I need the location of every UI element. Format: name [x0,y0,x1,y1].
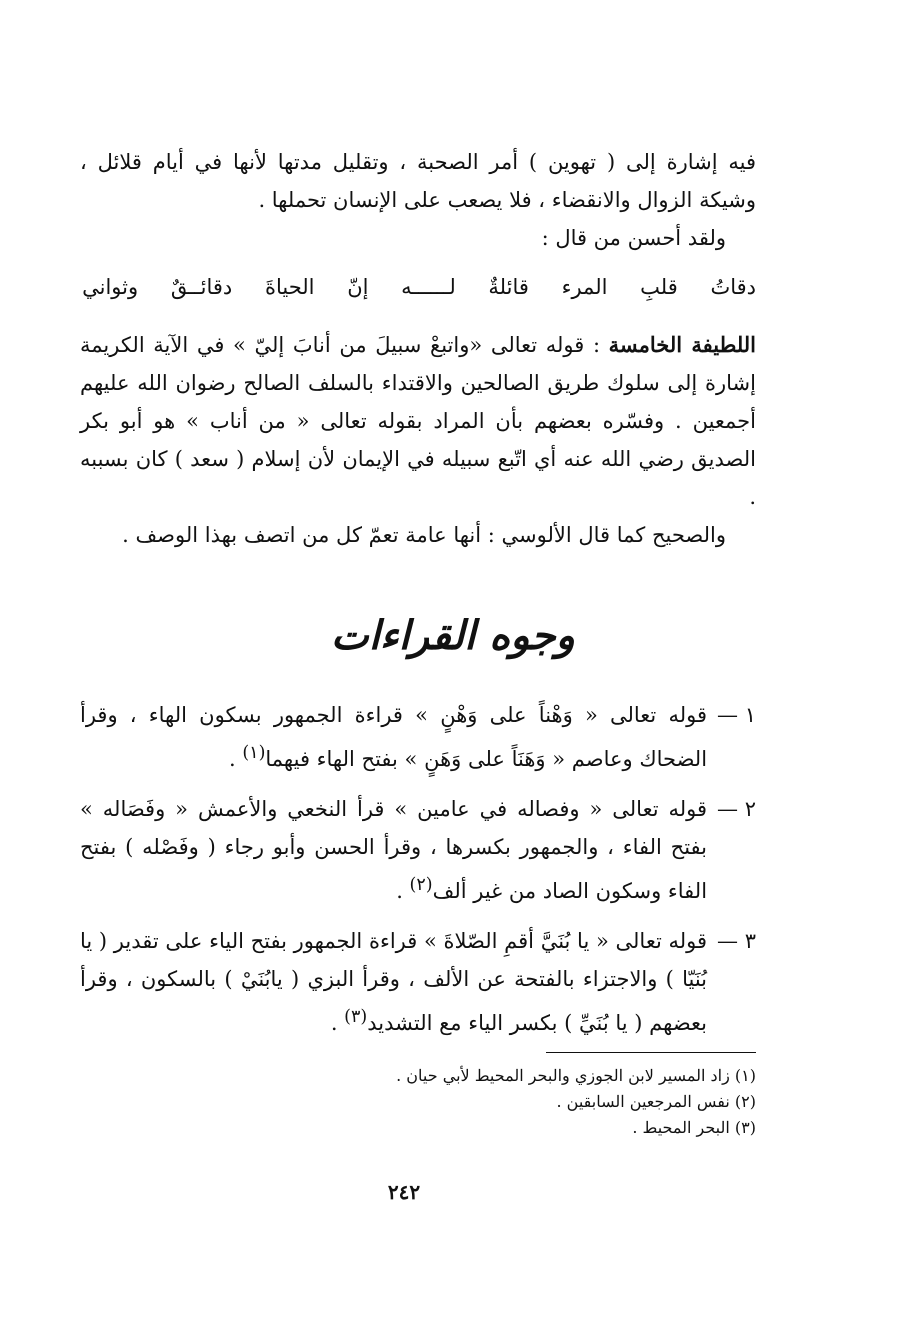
list-item-end: . [228,747,243,771]
paragraph-2 [80,326,756,516]
paragraph-2-text: : قوله تعالى «واتبعْ سبيلَ من أنابَ إليّ » في الآية الكريمة إشارة إلى سلوك طريق الصالحين والاقتداء بالسلف الصالح رضوان الله عليهم أجمعين . وفسّره بعضهم بأن المراد بقوله تعالى « من أناب » هو أبو بكر الصديق رضي الله عنه أي اتّبع سبيله في الإيمان لأن إسلام ( سعد ) كان بسببه . [80,333,756,509]
list-item-end: . [396,879,410,903]
list-item [80,696,756,778]
list-item-number: ٣ — [717,929,756,953]
list-item-text [80,922,707,1042]
footnote: (١) زاد المسير لابن الجوزي والبحر المحيط لأبي حيان . [396,1066,756,1085]
footnote-ref: (٢) [409,875,433,895]
opening-text [80,143,756,257]
footnote: (٣) البحر المحيط . [632,1118,756,1137]
verse-word: دقائــقٌ [170,275,233,299]
verse-word: وثواني [82,275,139,299]
paragraph-2-label: اللطيفة الخامسة [608,332,757,357]
section-title: وجوه القراءات [331,612,575,659]
page-number: ٢٤٢ [387,1180,421,1204]
paragraph-1: فيه إشارة إلى ( تهوين ) أمر الصحبة ، وتقليل مدتها لأنها في أيام قلائل ، وشيكة الزوال والانقضاء ، فلا يصعب على الإنسان تحملها . [80,150,756,212]
qiraat-list [80,696,756,1054]
footnotes [300,1063,756,1141]
verse-word: الحياةَ [264,275,315,299]
intro-line: ولقد أحسن من قال : [541,226,726,250]
list-item [80,790,756,910]
verse-word: لــــــه [401,275,456,299]
footnote-divider [546,1052,756,1053]
list-item-end: . [330,1011,345,1035]
verse-word: المرء [561,275,608,299]
list-item-number: ٢ — [717,797,756,821]
poetry-verse [82,275,756,299]
verse-word: إنّ [347,275,369,299]
footnote: (٢) نفس المرجعين السابقين . [556,1092,756,1111]
list-item-text [80,790,707,910]
list-item-number: ١ — [717,703,756,727]
list-item-body: قوله تعالى « وفصاله في عامين » قرأ النخعي والأعمش « وفَصَاله » بفتح الفاء ، والجمهور بكسرها ، وقرأ الحسن وأبو رجاء ( وفَصْله ) بفتح الفاء وسكون الصاد من غير ألف [80,797,708,903]
list-item-body: قوله تعالى « يا بُنَيَّ أقمِ الصّلاةَ » قراءة الجمهور بفتح الياء على تقدير ( يا بُنَيّا ) والاجتزاء بالفتحة عن الألف ، وقرأ البزي ( يابُنَيْ ) بالسكون ، وقرأ بعضهم ( يا بُنَيِّ ) بكسر الياء مع التشديد [80,929,708,1035]
list-item-text [80,696,707,778]
verse-word: دقاتُ [710,275,756,299]
footnote-ref: (٣) [344,1007,368,1027]
footnote-ref: (١) [242,743,266,763]
paragraph-3: والصحيح كما قال الألوسي : أنها عامة تعمّ كل من اتصف بهذا الوصف . [122,523,726,547]
list-item-body: قوله تعالى « وَهْناً على وَهْنٍ » قراءة الجمهور بسكون الهاء ، وقرأ الضحاك وعاصم « وَهَنَاً على وَهَنٍ » بفتح الهاء فيهما [80,703,708,771]
list-item [80,922,756,1042]
main-text [80,326,756,554]
verse-word: قلبِ [640,275,678,299]
verse-word: قائلةٌ [488,275,529,299]
